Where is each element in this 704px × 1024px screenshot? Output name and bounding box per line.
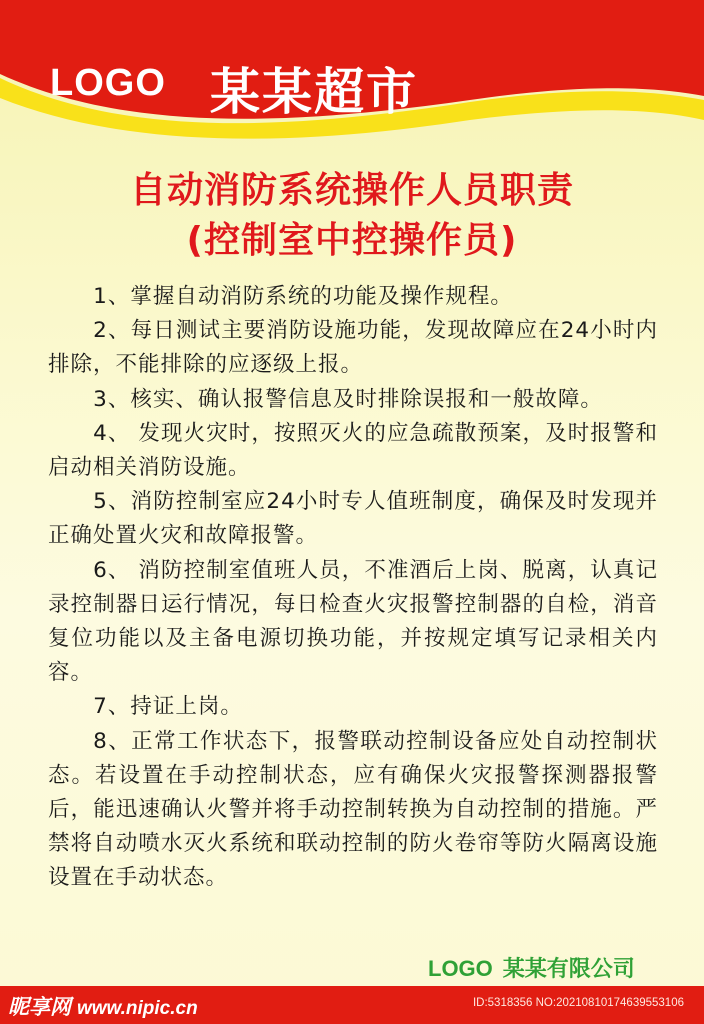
footer-company [428,952,635,983]
watermark [8,991,198,1021]
duty-item-7: 7、持证上岗。 [93,694,243,720]
duty-item-4: 4、 发现火灾时，按照灭火的应急疏散预案，及时报警和启动相关消防设施。 [48,420,658,481]
footer-logo: LOGO [428,956,493,981]
duty-item-6: 6、 消防控制室值班人员，不准酒后上岗、脱离，认真记录控制器日运行情况，每日检查火灾报警控制器的自检，消音复位功能以及主备电源切换功能，并按规定填写记录相关内容。 [48,557,658,686]
page-subtitle: (控制室中控操作员) [186,220,518,261]
image-id: ID:5318356 NO:20210810174639553106 [472,997,684,1009]
watermark-site: www.nipic.cn [77,998,198,1019]
duty-item-2: 2、每日测试主要消防设施功能，发现故障应在24小时内排除，不能排除的应逐级上报。 [48,318,658,378]
header-store-name: 某某超市 [210,63,418,121]
watermark-brand: 昵享网 [8,996,71,1019]
header-logo: LOGO [50,62,166,104]
duty-item-5: 5、消防控制室应24小时专人值班制度，确保及时发现并正确处置火灾和故障报警。 [48,489,658,549]
duties-list [48,280,658,896]
footer-company-name: 某某有限公司 [502,957,635,982]
duty-item-3: 3、核实、确认报警信息及时排除误报和一般故障。 [93,386,603,412]
duty-item-1: 1、掌握自动消防系统的功能及操作规程。 [93,284,513,309]
page-title: 自动消防系统操作人员职责 [129,170,574,211]
duty-item-8: 8、正常工作状态下，报警联动控制设备应处自动控制状态。若设置在手动控制状态，应有确保火灾报警探测器报警后，能迅速确认火警并将手动控制转换为自动控制的措施。严禁将自动喷水灭火系统和联动控制的防火卷帘等防火隔离设施设置在手动状态。 [48,728,658,891]
